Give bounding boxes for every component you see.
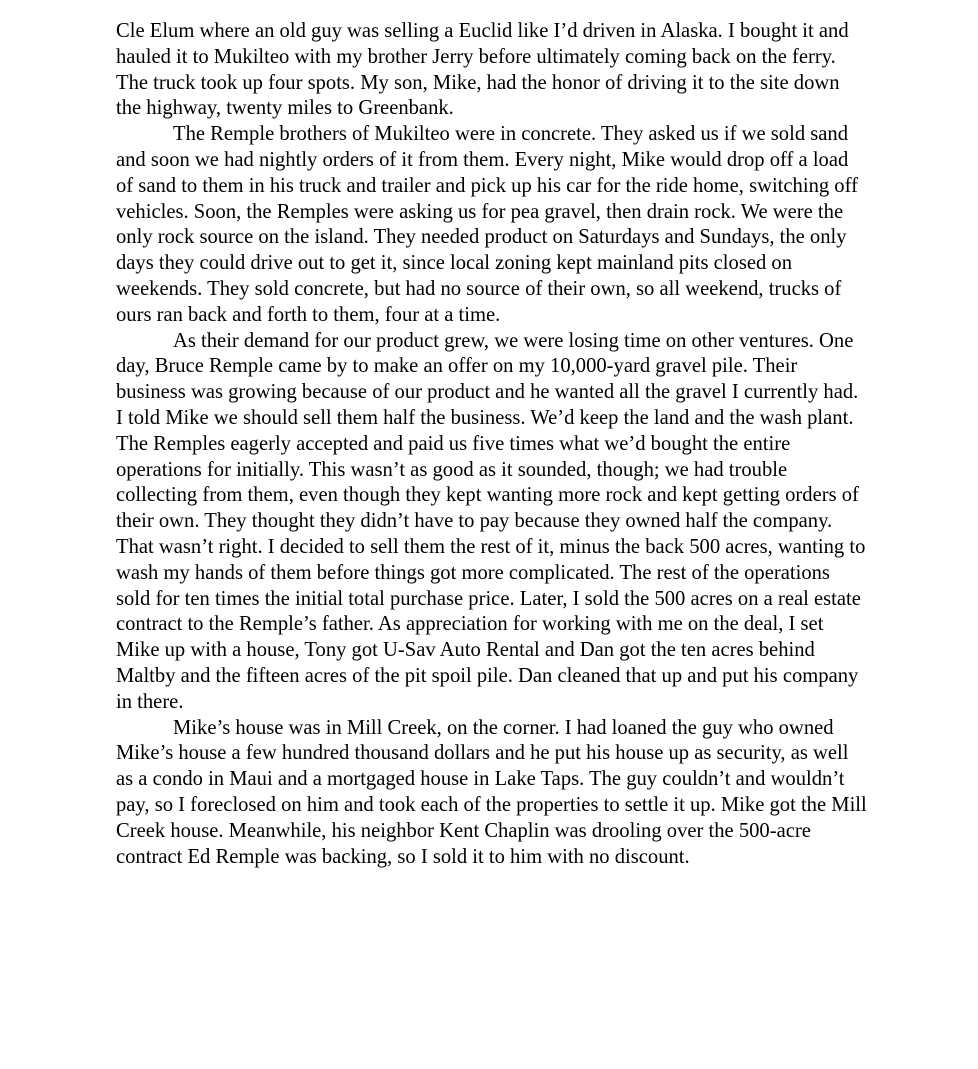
paragraph-3: As their demand for our product grew, we were losing time on other ventures. One day, Bruce Remple came by to make an offer on my 10,000-yard gravel pile. Their business was growing because of our product and he wanted all the gravel I currently had. I told Mike we should sell them half the business. We’d keep the land and the wash plant. The Remples eagerly accepted and paid us five times what we’d bought the entire operations for initially. This wasn’t as good as it sounded, though; we had trouble collecting from them, even though they kept wanting more rock and kept getting orders of their own. They thought they didn’t have to pay because they owned half the company. That wasn’t right. I decided to sell them the rest of it, minus the back 500 acres, wanting to wash my hands of them before things got more complicated. The rest of the operations sold for ten times the initial total purchase price. Later, I sold the 500 acres on a real estate contract to the Remple’s father. As appreciation for working with me on the deal, I set Mike up with a house, Tony got U-Sav Auto Rental and Dan got the ten acres behind Maltby and the fifteen acres of the pit spoil pile. Dan cleaned that up and put his company in there. [116, 329, 866, 713]
document-page [116, 19, 868, 870]
paragraph-4: Mike’s house was in Mill Creek, on the corner. I had loaned the guy who owned Mike’s house a few hundred thousand dollars and he put his house up as security, as well as a condo in Maui and a mortgaged house in Lake Taps. The guy couldn’t and wouldn’t pay, so I foreclosed on him and took each of the properties to settle it up. Mike got the Mill Creek house. Meanwhile, his neighbor Kent Chaplin was drooling over the 500-acre contract Ed Remple was backing, so I sold it to him with no discount. [116, 716, 867, 868]
paragraph-2: The Remple brothers of Mukilteo were in concrete. They asked us if we sold sand and soon we had nightly orders of it from them. Every night, Mike would drop off a load of sand to them in his truck and trailer and pick up his car for the ride home, switching off vehicles. Soon, the Remples were asking us for pea gravel, then drain rock. We were the only rock source on the island. They needed product on Saturdays and Sundays, the only days they could drive out to get it, since local zoning kept mainland pits closed on weekends. They sold concrete, but had no source of their own, so all weekend, trucks of ours ran back and forth to them, four at a time. [116, 123, 858, 326]
paragraph-1: Cle Elum where an old guy was selling a Euclid like I’d driven in Alaska. I bought it and hauled it to Mukilteo with my brother Jerry before ultimately coming back on the ferry. The truck took up four spots. My son, Mike, had the honor of driving it to the site down the highway, twenty miles to Greenbank. [116, 20, 849, 120]
